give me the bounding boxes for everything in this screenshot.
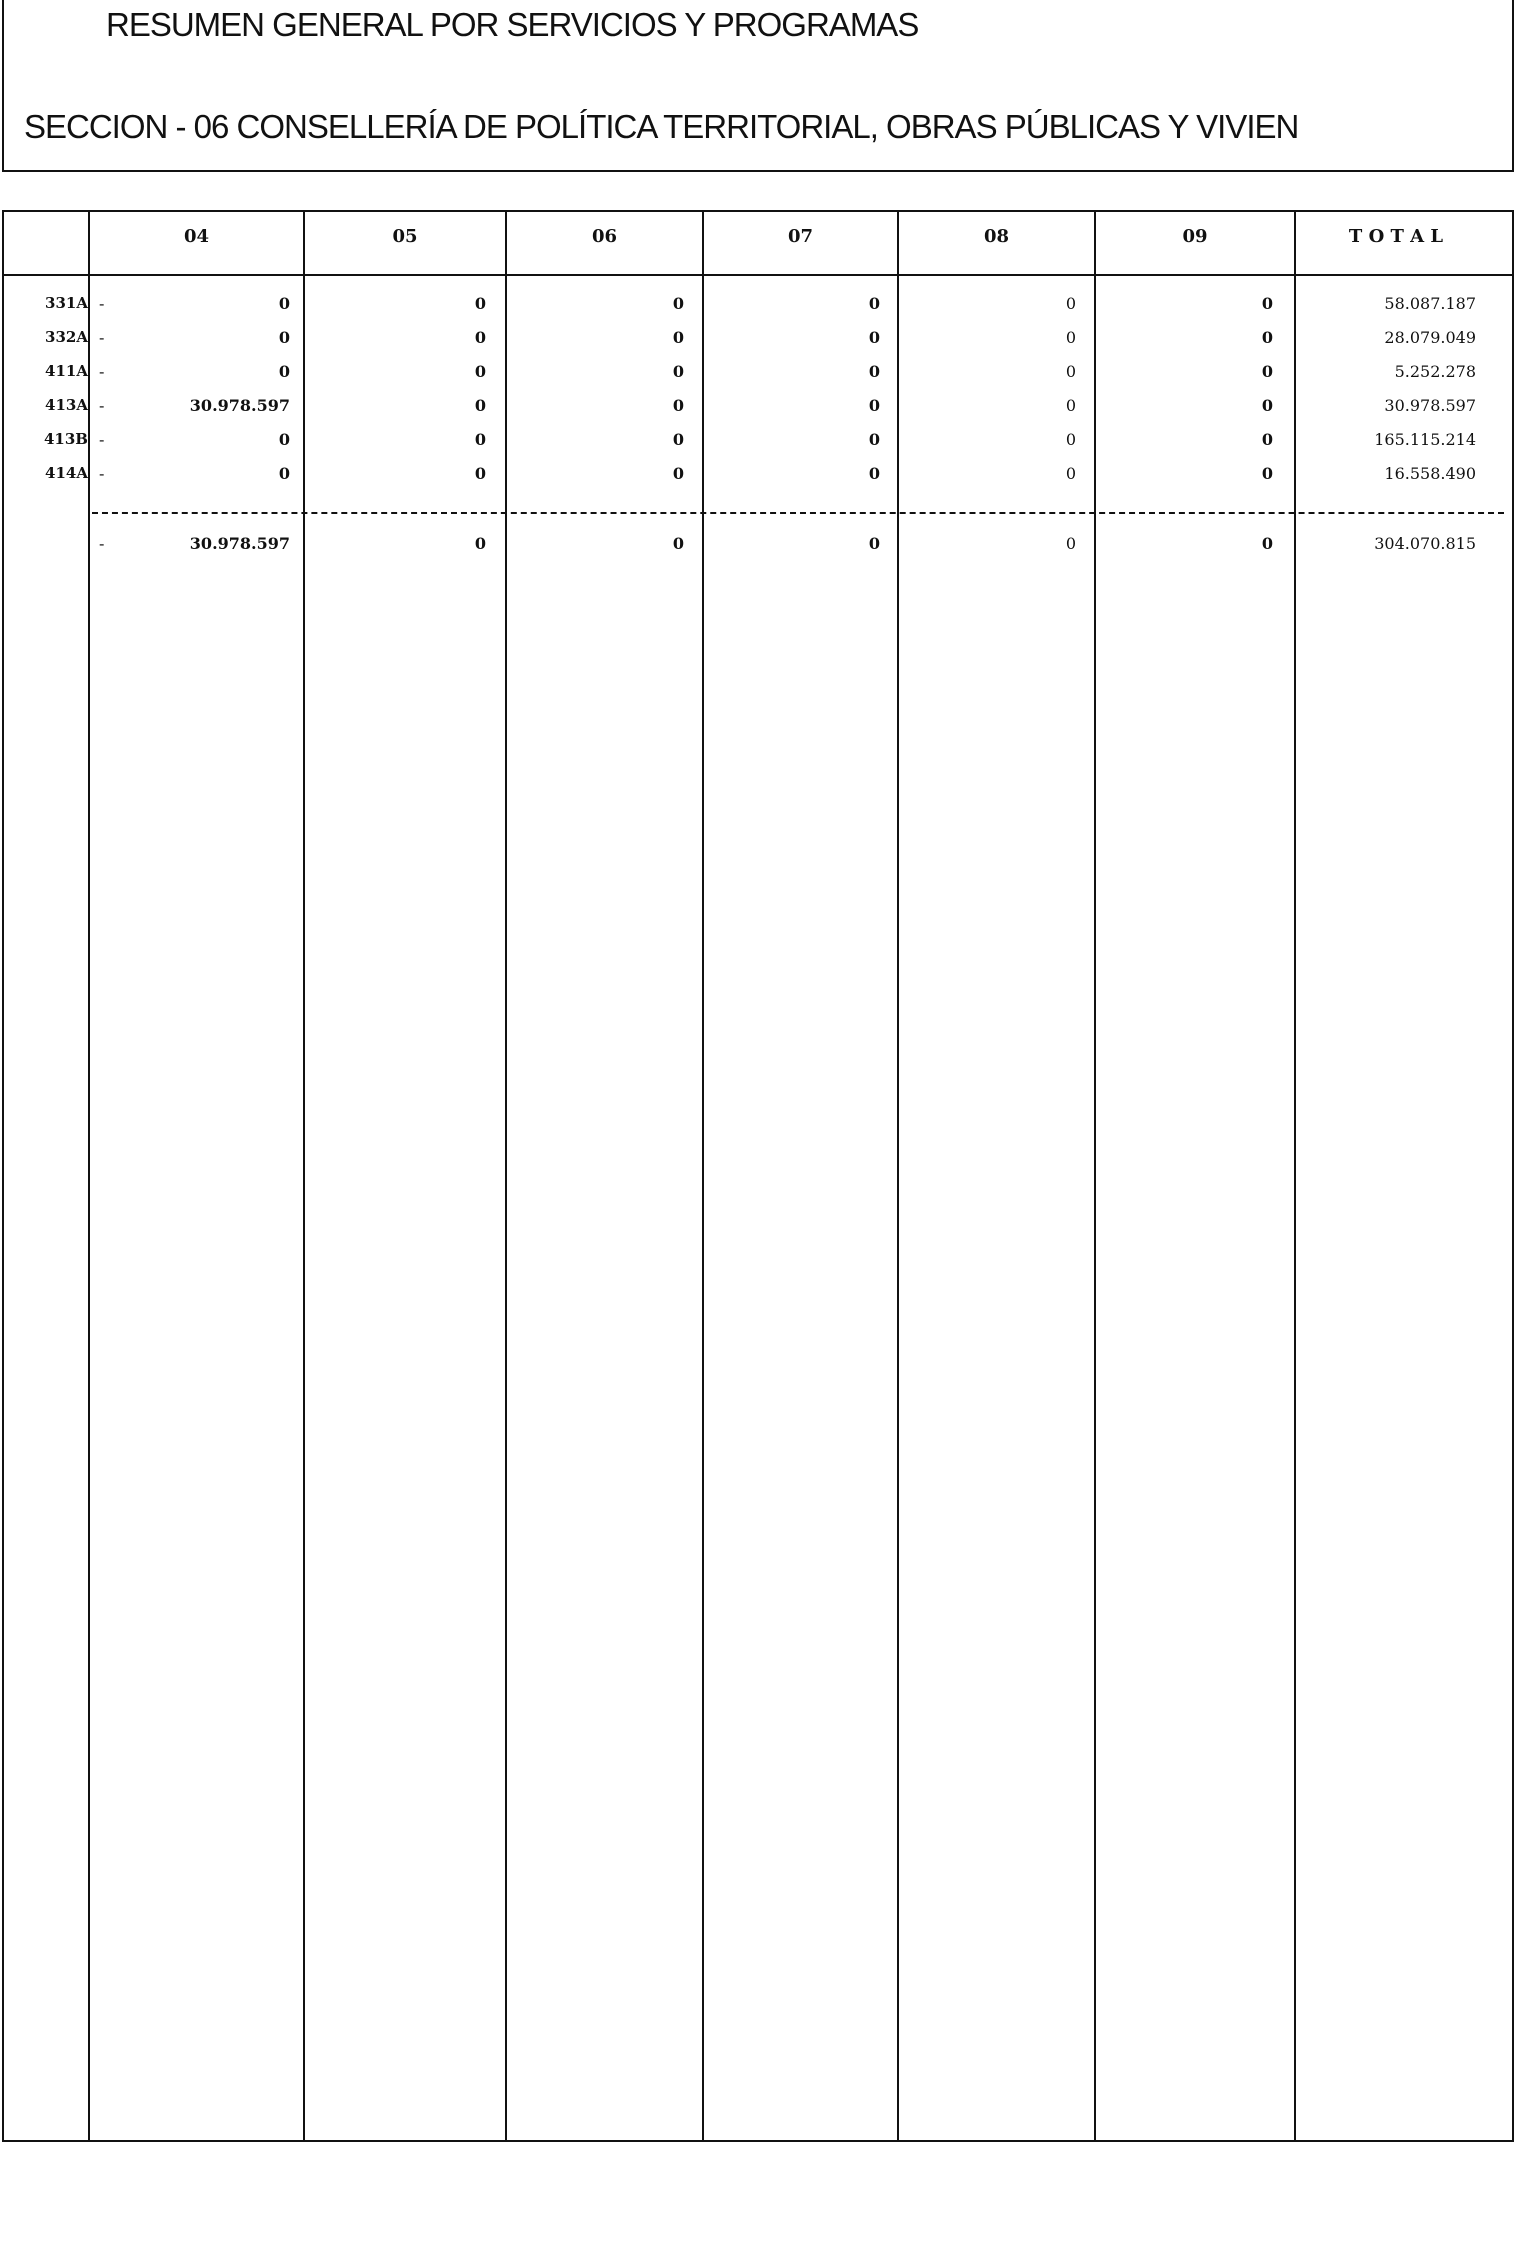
cell-06: 0	[672, 328, 684, 347]
document-title: RESUMEN GENERAL POR SERVICIOS Y PROGRAMAS	[106, 6, 919, 43]
column-header-06: 06	[591, 226, 618, 247]
row-dash: -	[99, 362, 105, 381]
cell-07: 0	[868, 294, 880, 313]
cell-total: 30.978.597	[1384, 396, 1476, 415]
cell-04: 0	[278, 294, 290, 313]
cell-09: 0	[1261, 362, 1273, 381]
column-divider	[88, 212, 90, 2140]
cell-09: 0	[1261, 464, 1273, 483]
program-code: 413B	[44, 430, 88, 448]
cell-05: 0	[474, 328, 486, 347]
cell-05: 0	[474, 362, 486, 381]
row-dash: -	[99, 464, 105, 483]
column-divider	[702, 212, 704, 2140]
cell-09: 0	[1261, 294, 1273, 313]
cell-04: 0	[278, 328, 290, 347]
cell-total: 58.087.187	[1384, 294, 1476, 313]
row-dash: -	[99, 328, 105, 347]
cell-04: 0	[278, 430, 290, 449]
column-divider	[505, 212, 507, 2140]
cell-07: 0	[868, 464, 880, 483]
cell-04: 30.978.597	[189, 396, 290, 415]
summary-table	[2, 210, 1514, 2142]
cell-06: 0	[672, 362, 684, 381]
program-code: 332A	[45, 328, 88, 346]
cell-06: 0	[672, 464, 684, 483]
cell-07: 0	[868, 430, 880, 449]
document-header	[2, 0, 1514, 172]
row-dash: -	[99, 396, 105, 415]
program-code: 411A	[45, 362, 88, 380]
total-06: 0	[672, 534, 684, 553]
total-09: 0	[1261, 534, 1273, 553]
column-divider	[303, 212, 305, 2140]
cell-09: 0	[1261, 430, 1273, 449]
cell-08: 0	[1065, 294, 1076, 313]
cell-08: 0	[1065, 328, 1076, 347]
row-dash: -	[99, 534, 105, 553]
cell-08: 0	[1065, 430, 1076, 449]
cell-07: 0	[868, 396, 880, 415]
cell-05: 0	[474, 294, 486, 313]
column-header-05: 05	[392, 226, 418, 247]
cell-total: 28.079.049	[1384, 328, 1476, 347]
cell-06: 0	[672, 430, 684, 449]
cell-04: 0	[278, 464, 290, 483]
column-divider	[1094, 212, 1096, 2140]
cell-total: 16.558.490	[1384, 464, 1476, 483]
grand-total: 304.070.815	[1374, 534, 1476, 553]
header-rule	[4, 274, 1512, 276]
row-dash: -	[99, 294, 105, 313]
cell-04: 0	[278, 362, 290, 381]
program-code: 413A	[45, 396, 88, 414]
cell-05: 0	[474, 464, 486, 483]
column-divider	[1294, 212, 1296, 2140]
cell-07: 0	[868, 362, 880, 381]
cell-total: 5.252.278	[1394, 362, 1476, 381]
program-code: 331A	[45, 294, 88, 312]
total-04: 30.978.597	[189, 534, 290, 553]
column-header-09: 09	[1182, 226, 1208, 247]
cell-07: 0	[868, 328, 880, 347]
section-label: SECCION - 06 CONSELLERÍA DE POLÍTICA TERRITORIAL, OBRAS PÚBLICAS Y VIVIEN	[24, 108, 1299, 145]
column-divider	[897, 212, 899, 2140]
cell-08: 0	[1065, 464, 1076, 483]
column-header-07: 07	[787, 226, 814, 247]
column-header-total: T O T A L	[1348, 226, 1444, 247]
cell-08: 0	[1065, 396, 1076, 415]
total-05: 0	[474, 534, 486, 553]
cell-09: 0	[1261, 328, 1273, 347]
cell-08: 0	[1065, 362, 1076, 381]
total-08: 0	[1065, 534, 1076, 553]
cell-06: 0	[672, 396, 684, 415]
program-code: 414A	[45, 464, 88, 482]
column-header-08: 08	[983, 226, 1010, 247]
cell-05: 0	[474, 396, 486, 415]
cell-09: 0	[1261, 396, 1273, 415]
totals-separator	[92, 512, 1504, 514]
cell-06: 0	[672, 294, 684, 313]
cell-total: 165.115.214	[1374, 430, 1476, 449]
cell-05: 0	[474, 430, 486, 449]
total-07: 0	[868, 534, 880, 553]
column-header-04: 04	[183, 226, 210, 247]
row-dash: -	[99, 430, 105, 449]
